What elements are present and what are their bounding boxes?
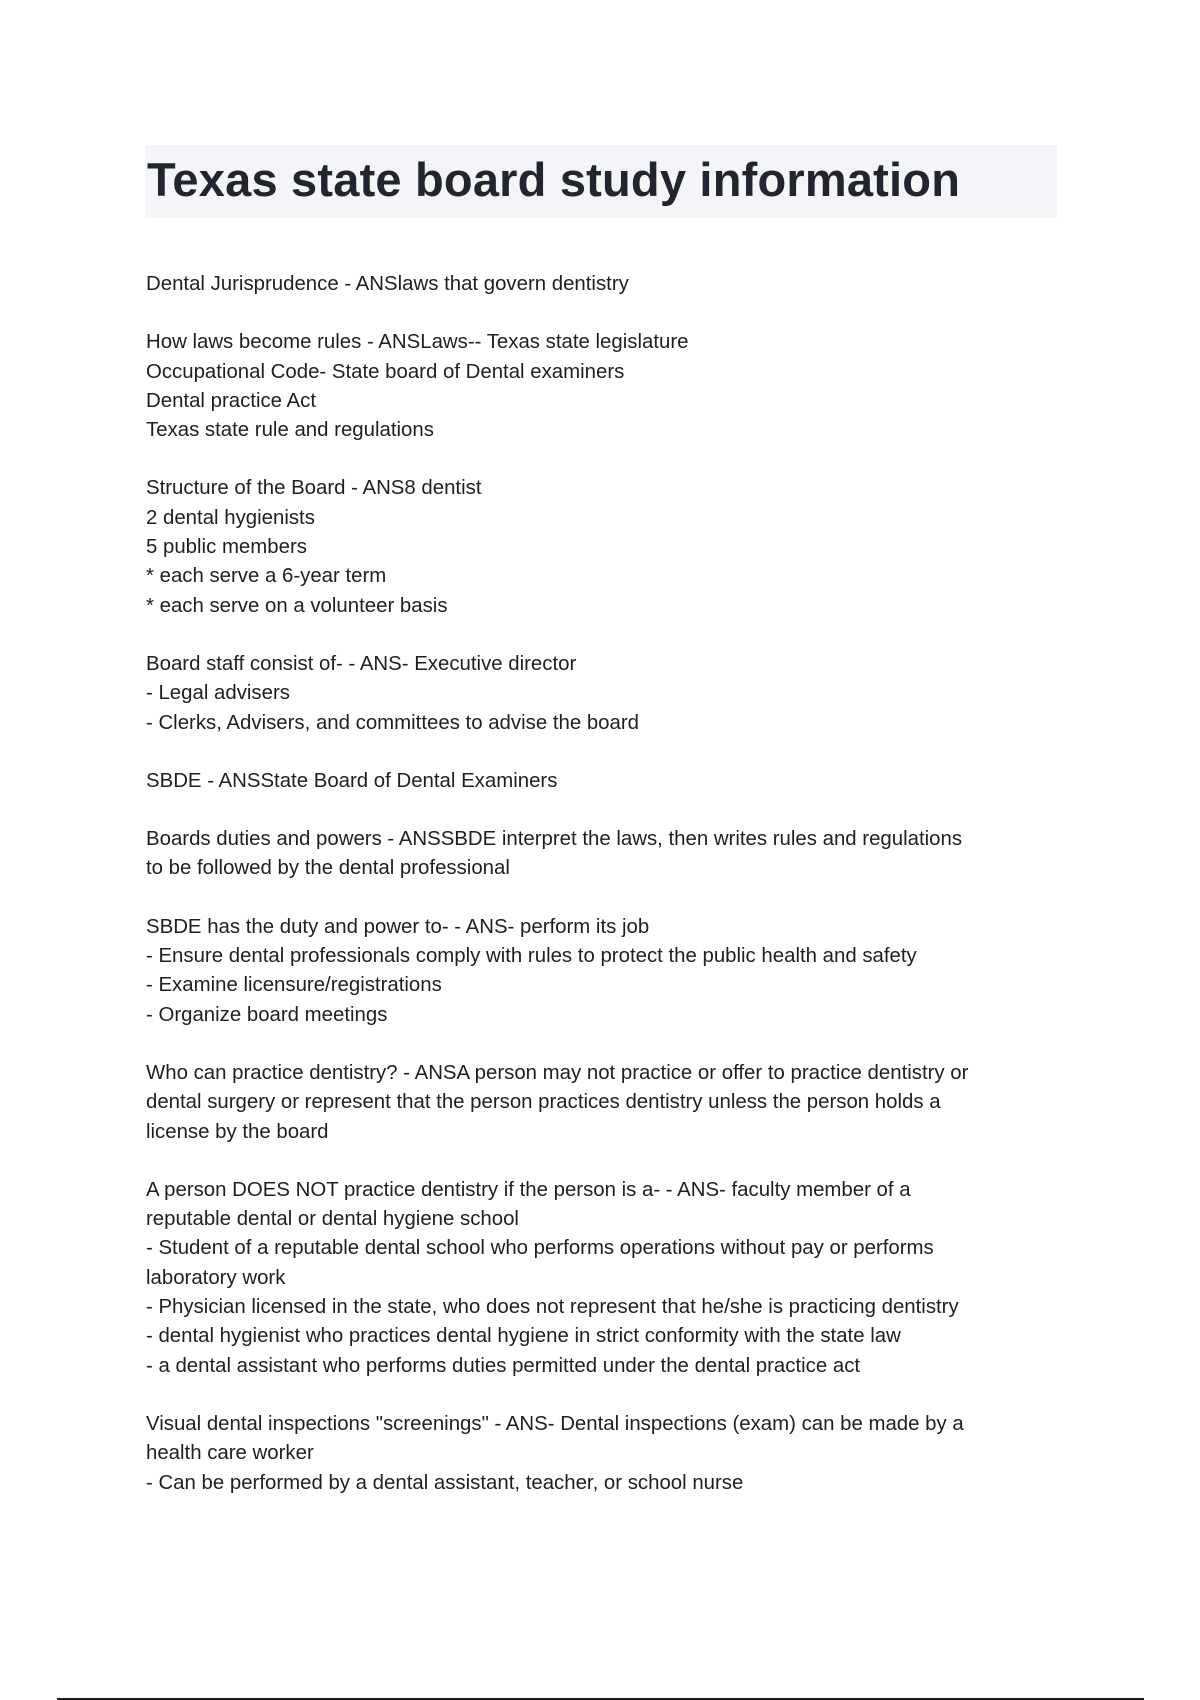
qa-entry-line: 2 dental hygienists <box>146 506 315 529</box>
qa-entry-heading-line: SBDE has the duty and power to- - ANS- perform its job <box>146 915 650 938</box>
qa-entry <box>146 913 1061 1030</box>
qa-entry-line: - Physician licensed in the state, who does not represent that he/she is practicing dentistry <box>146 1296 959 1319</box>
qa-entry-line: laboratory work <box>146 1266 286 1289</box>
qa-entry-line: - Legal advisers <box>146 682 290 705</box>
qa-entry-line: reputable dental or dental hygiene school <box>146 1208 519 1231</box>
qa-entry-line: - Student of a reputable dental school who performs operations without pay or performs <box>146 1237 934 1260</box>
qa-entry-heading-line: Boards duties and powers - ANSSBDE interpret the laws, then writes rules and regulations <box>146 828 963 851</box>
page-title: Texas state board study information <box>147 153 961 206</box>
qa-entry <box>146 270 1061 299</box>
qa-entry-line: Texas state rule and regulations <box>146 419 434 442</box>
qa-entry-line: * each serve on a volunteer basis <box>146 594 448 617</box>
qa-entry-line: * each serve a 6-year term <box>146 565 387 588</box>
qa-entry-line: - Can be performed by a dental assistant, teacher, or school nurse <box>146 1471 744 1494</box>
qa-entry-line: Occupational Code- State board of Dental examiners <box>146 360 625 383</box>
qa-entry <box>146 1410 1061 1498</box>
title-banner <box>145 145 1057 218</box>
qa-entry-heading-line: Board staff consist of- - ANS- Executive director <box>146 652 577 675</box>
qa-entry-line: Dental practice Act <box>146 389 317 412</box>
qa-entry-heading-line: Dental Jurisprudence - ANSlaws that govern dentistry <box>146 273 629 295</box>
qa-entry-heading-line: A person DOES NOT practice dentistry if the person is a- - ANS- faculty member of a <box>146 1178 911 1201</box>
qa-entry <box>146 1059 1061 1147</box>
qa-entry-heading-line: SBDE - ANSState Board of Dental Examiners <box>146 769 558 792</box>
qa-entry <box>146 474 1061 620</box>
qa-entry-line: to be followed by the dental professional <box>146 857 510 880</box>
qa-entry-line: dental surgery or represent that the person practices dentistry unless the person holds a <box>146 1091 941 1114</box>
qa-entry-line: - Organize board meetings <box>146 1003 388 1026</box>
qa-entry <box>146 328 1061 445</box>
qa-entry <box>146 650 1061 738</box>
qa-entry-line: - Ensure dental professionals comply with rules to protect the public health and safety <box>146 945 917 968</box>
qa-entry-line: health care worker <box>146 1442 314 1465</box>
qa-entry <box>146 825 1061 884</box>
qa-entry-heading-line: Visual dental inspections "screenings" - ANS- Dental inspections (exam) can be made by a <box>146 1412 964 1435</box>
document-body <box>146 270 1061 1527</box>
qa-entry-heading-line: How laws become rules - ANSLaws-- Texas state legislature <box>146 331 689 354</box>
qa-entry-line: - a dental assistant who performs duties permitted under the dental practice act <box>146 1354 861 1377</box>
qa-entry-line: - Clerks, Advisers, and committees to advise the board <box>146 711 639 734</box>
qa-entry-heading-line: Structure of the Board - ANS8 dentist <box>146 477 482 500</box>
qa-entry-heading-line: Who can practice dentistry? - ANSA person may not practice or offer to practice dentistry or <box>146 1061 969 1084</box>
qa-entry <box>146 767 1061 796</box>
qa-entry-line: license by the board <box>146 1120 329 1143</box>
qa-entry-line: - dental hygienist who practices dental hygiene in strict conformity with the state law <box>146 1325 901 1348</box>
qa-entry-line: - Examine licensure/registrations <box>146 974 442 997</box>
qa-entry <box>146 1176 1061 1381</box>
qa-entry-line: 5 public members <box>146 536 307 559</box>
